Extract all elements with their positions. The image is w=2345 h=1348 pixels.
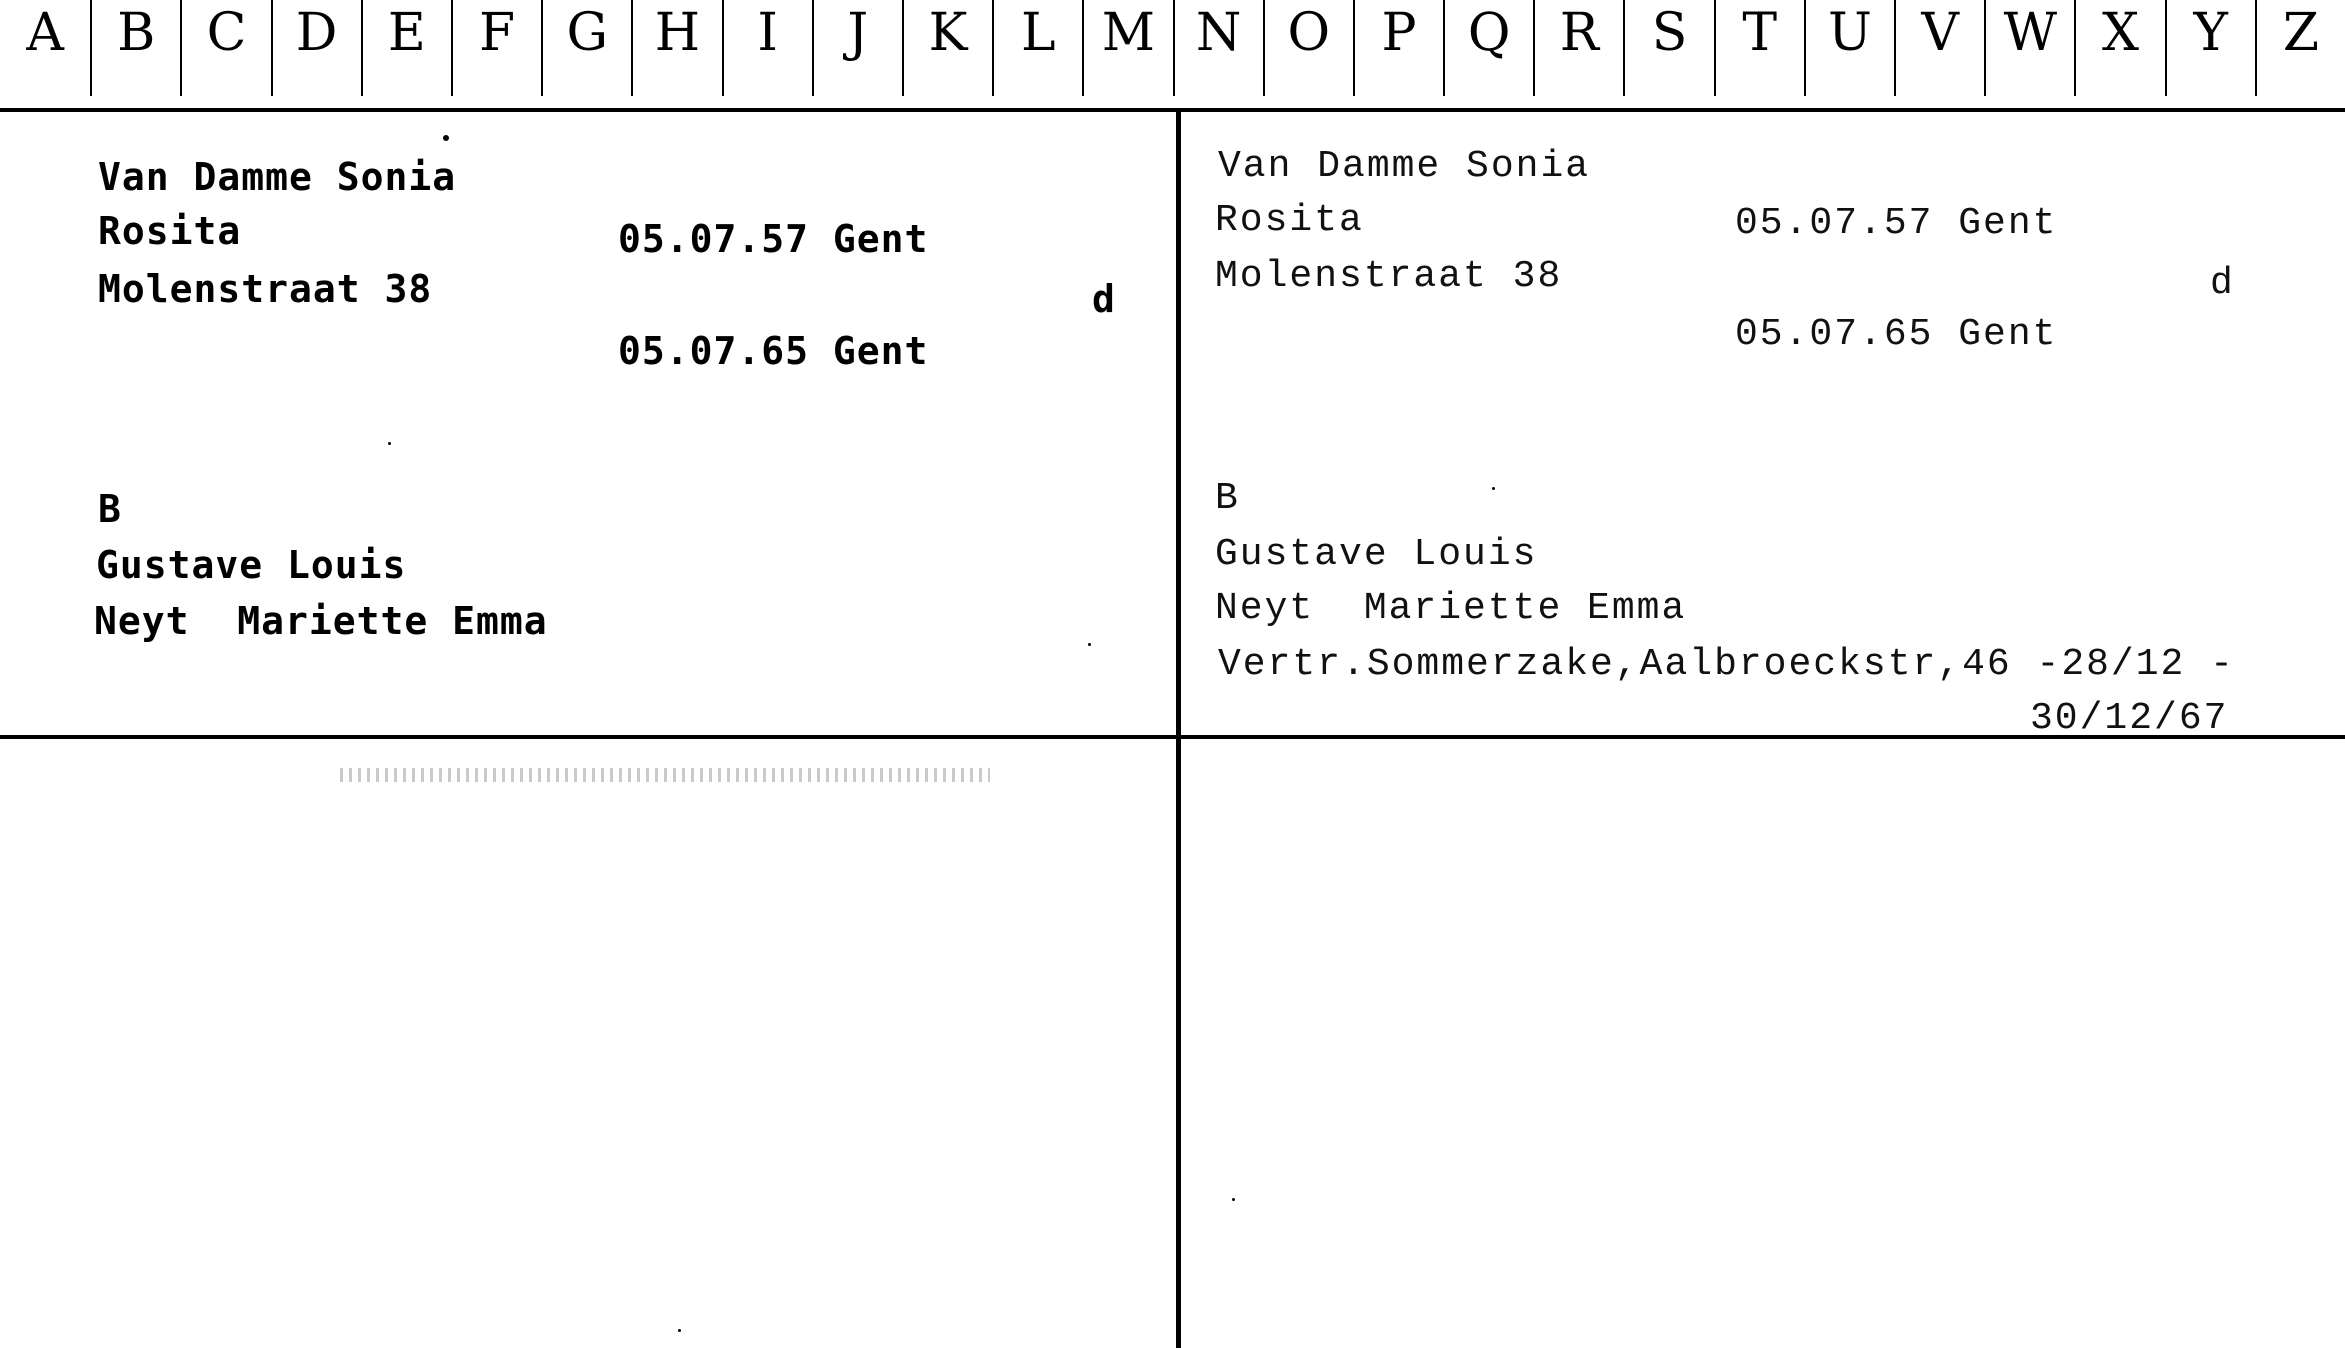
status-marker: d [2210, 262, 2235, 305]
first-name: Rosita [98, 209, 242, 253]
scan-speck [388, 442, 391, 445]
alphabet-tab-e: E [361, 0, 451, 96]
alphabet-tab-c: C [180, 0, 270, 96]
alphabet-tab-m: M [1082, 0, 1172, 96]
alphabet-tab-k: K [902, 0, 992, 96]
alphabet-tab-o: O [1263, 0, 1353, 96]
birth-date-place: 05.07.57 Gent [618, 217, 929, 261]
birth-date-place: 05.07.57 Gent [1735, 202, 2058, 245]
alphabet-tab-r: R [1533, 0, 1623, 96]
scan-speck [678, 1329, 681, 1332]
alphabet-tab-v: V [1894, 0, 1984, 96]
departure-note: Vertr.Sommerzake,Aalbroeckstr,46 -28/12 - [1218, 643, 2235, 686]
alphabet-tab-f: F [451, 0, 541, 96]
father-name: Gustave Louis [1215, 533, 1538, 576]
scan-speck [1088, 643, 1091, 646]
alphabet-tab-q: Q [1443, 0, 1533, 96]
alphabet-tab-y: Y [2165, 0, 2255, 96]
first-name: Rosita [1215, 199, 1364, 242]
alphabet-tab-g: G [541, 0, 631, 96]
category-letter: B [98, 487, 122, 531]
category-letter: B [1215, 477, 1240, 520]
vertical-divider [1176, 112, 1181, 1348]
alphabet-tab-t: T [1714, 0, 1804, 96]
horizontal-divider [0, 735, 2345, 739]
alphabet-tab-w: W [1984, 0, 2074, 96]
alphabet-tab-u: U [1804, 0, 1894, 96]
alphabet-tab-l: L [992, 0, 1082, 96]
address: Molenstraat 38 [98, 267, 433, 311]
scan-smudge [340, 768, 990, 782]
alphabet-tab-a: A [26, 3, 64, 63]
alphabet-tab-j: J [812, 0, 902, 96]
scan-speck [1232, 1198, 1235, 1201]
status-marker: d [1092, 277, 1116, 321]
surname: Van Damme Sonia [1218, 145, 1591, 188]
surname: Van Damme Sonia [98, 155, 457, 199]
alphabet-tab-z: Z [2255, 0, 2345, 96]
header-rule [0, 108, 2345, 112]
alphabet-tab-i: I [722, 0, 812, 96]
scan-speck [443, 135, 449, 141]
father-name: Gustave Louis [96, 543, 407, 587]
alphabet-tab-d: D [271, 0, 361, 96]
address: Molenstraat 38 [1215, 255, 1563, 298]
scan-speck [1492, 487, 1495, 490]
alphabet-tab-n: N [1173, 0, 1263, 96]
registration-date-place: 05.07.65 Gent [618, 329, 929, 373]
alphabet-tab-h: H [631, 0, 721, 96]
alphabet-tab-b: B [90, 0, 180, 96]
alphabet-tab-x: X [2074, 0, 2164, 96]
registration-date-place: 05.07.65 Gent [1735, 313, 2058, 356]
departure-year: 30/12/67 [2030, 697, 2229, 740]
alphabet-index-bar [0, 0, 2345, 106]
mother-name: Neyt Mariette Emma [1215, 587, 1687, 630]
mother-name: Neyt Mariette Emma [94, 599, 548, 643]
alphabet-tab-p: P [1353, 0, 1443, 96]
alphabet-tab-s: S [1623, 0, 1713, 96]
